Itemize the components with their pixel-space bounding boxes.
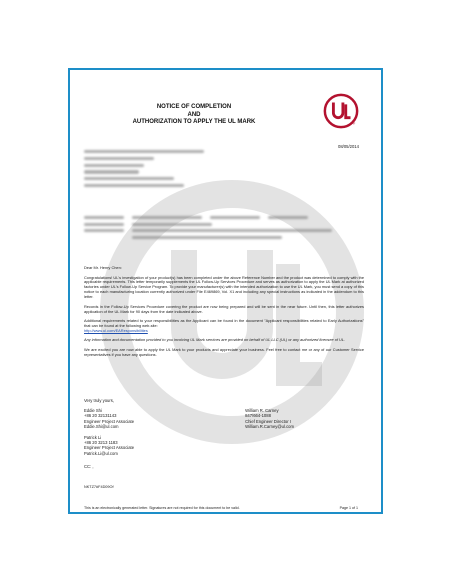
recipient-address-redacted xyxy=(84,150,224,191)
document-code: NKTZ7#F4D09Of xyxy=(84,485,114,489)
signer-phone: +86 20 32131143 xyxy=(84,413,117,419)
title-line-3: AUTHORIZATION TO APPLY THE UL MARK xyxy=(132,119,256,125)
paragraph-2: Records in the Follow-Up Services Procedure covering the product are now being prepared and will be sent in the near future. Until then, this letter authorizes application of the UL Mark for 90 days from the date indicated above. xyxy=(84,303,364,314)
signer-email: William.R.Carney@ul.com xyxy=(245,423,294,429)
footer-note: This is an electronically generated letter. Signatures are not required for this document to be valid. xyxy=(84,506,240,510)
title-line-1: NOTICE OF COMPLETION xyxy=(156,104,232,110)
page-number: Page 1 of 1 xyxy=(339,506,358,510)
signer-patrick-li xyxy=(84,435,374,456)
svg-text:®: ® xyxy=(352,121,356,126)
letter-page xyxy=(84,80,369,510)
reference-info-redacted xyxy=(84,216,374,242)
signer-phone: 847/664-1088 xyxy=(245,413,271,419)
document-title xyxy=(84,104,304,127)
signer-phone: +86 20 3213 1183 xyxy=(84,440,118,446)
responsibilities-link[interactable]: http://www.ul.com/EAResponsibilities xyxy=(84,327,148,333)
signer-name: Patrick Li xyxy=(84,435,102,441)
letter-body xyxy=(84,266,364,362)
signer-name: Eddie Shi xyxy=(84,408,102,414)
paragraph-4: Any information and documentation provided to you involving UL Mark services are provided on behalf of UL LLC (UL) or any authorized licensee of UL. xyxy=(84,337,346,343)
signer-title: Engineer Project Associate xyxy=(84,418,135,424)
paragraph-5: We are excited you are now able to apply the UL Mark to your products and appreciate your business. Feel free to contact me or any of our Customer Service representatives if you have any questions. xyxy=(84,346,364,357)
document-frame xyxy=(68,68,383,514)
signer-william-carney xyxy=(245,408,294,429)
paragraph-3 xyxy=(84,319,364,334)
salutation: Very truly yours, xyxy=(84,398,115,403)
greeting: Dear Mr. Henry Chen: xyxy=(84,265,122,270)
signature-section xyxy=(84,398,374,469)
signer-title: Engineer Project Associate xyxy=(84,445,135,451)
signer-email: Eddie.Shi@ul.com xyxy=(84,423,119,429)
ul-logo-icon xyxy=(322,92,360,130)
letter-date: 08/05/2014 xyxy=(338,144,359,149)
title-line-2: AND xyxy=(187,111,201,118)
signer-name: William R. Carney xyxy=(245,408,279,414)
signer-email: Patrick.Li@ul.com xyxy=(84,450,118,456)
cc-line: CC: , xyxy=(84,463,94,469)
paragraph-3-text: Additional requirements related to your responsibilities as the Applicant can be found in the document "Applicant responsibilities related to Early Authorizations" that can be found at the following web-site: xyxy=(84,318,364,328)
signer-title: Chief Engineer Director I xyxy=(245,418,291,424)
page-footer xyxy=(84,506,358,511)
signer-eddie-shi xyxy=(84,408,134,429)
paragraph-1: Congratulations! UL's investigation of your product(s) has been completed under the above Reference Number and the product was determined to comply with the applicable requirements. This letter temporarily supplements the UL Follow-Up Services Procedure and serves as authorization to apply the UL Mark at authorized factories under UL's Follow-Up Service Program. To provide your manufacturer(s) with the intended authorization to use the UL Mark, you must send a copy of this notice to each manufacturing location currently authorized under File E469869, Vol. X1 and including any special instructions as indicated in the addendum to this letter. xyxy=(84,274,364,300)
